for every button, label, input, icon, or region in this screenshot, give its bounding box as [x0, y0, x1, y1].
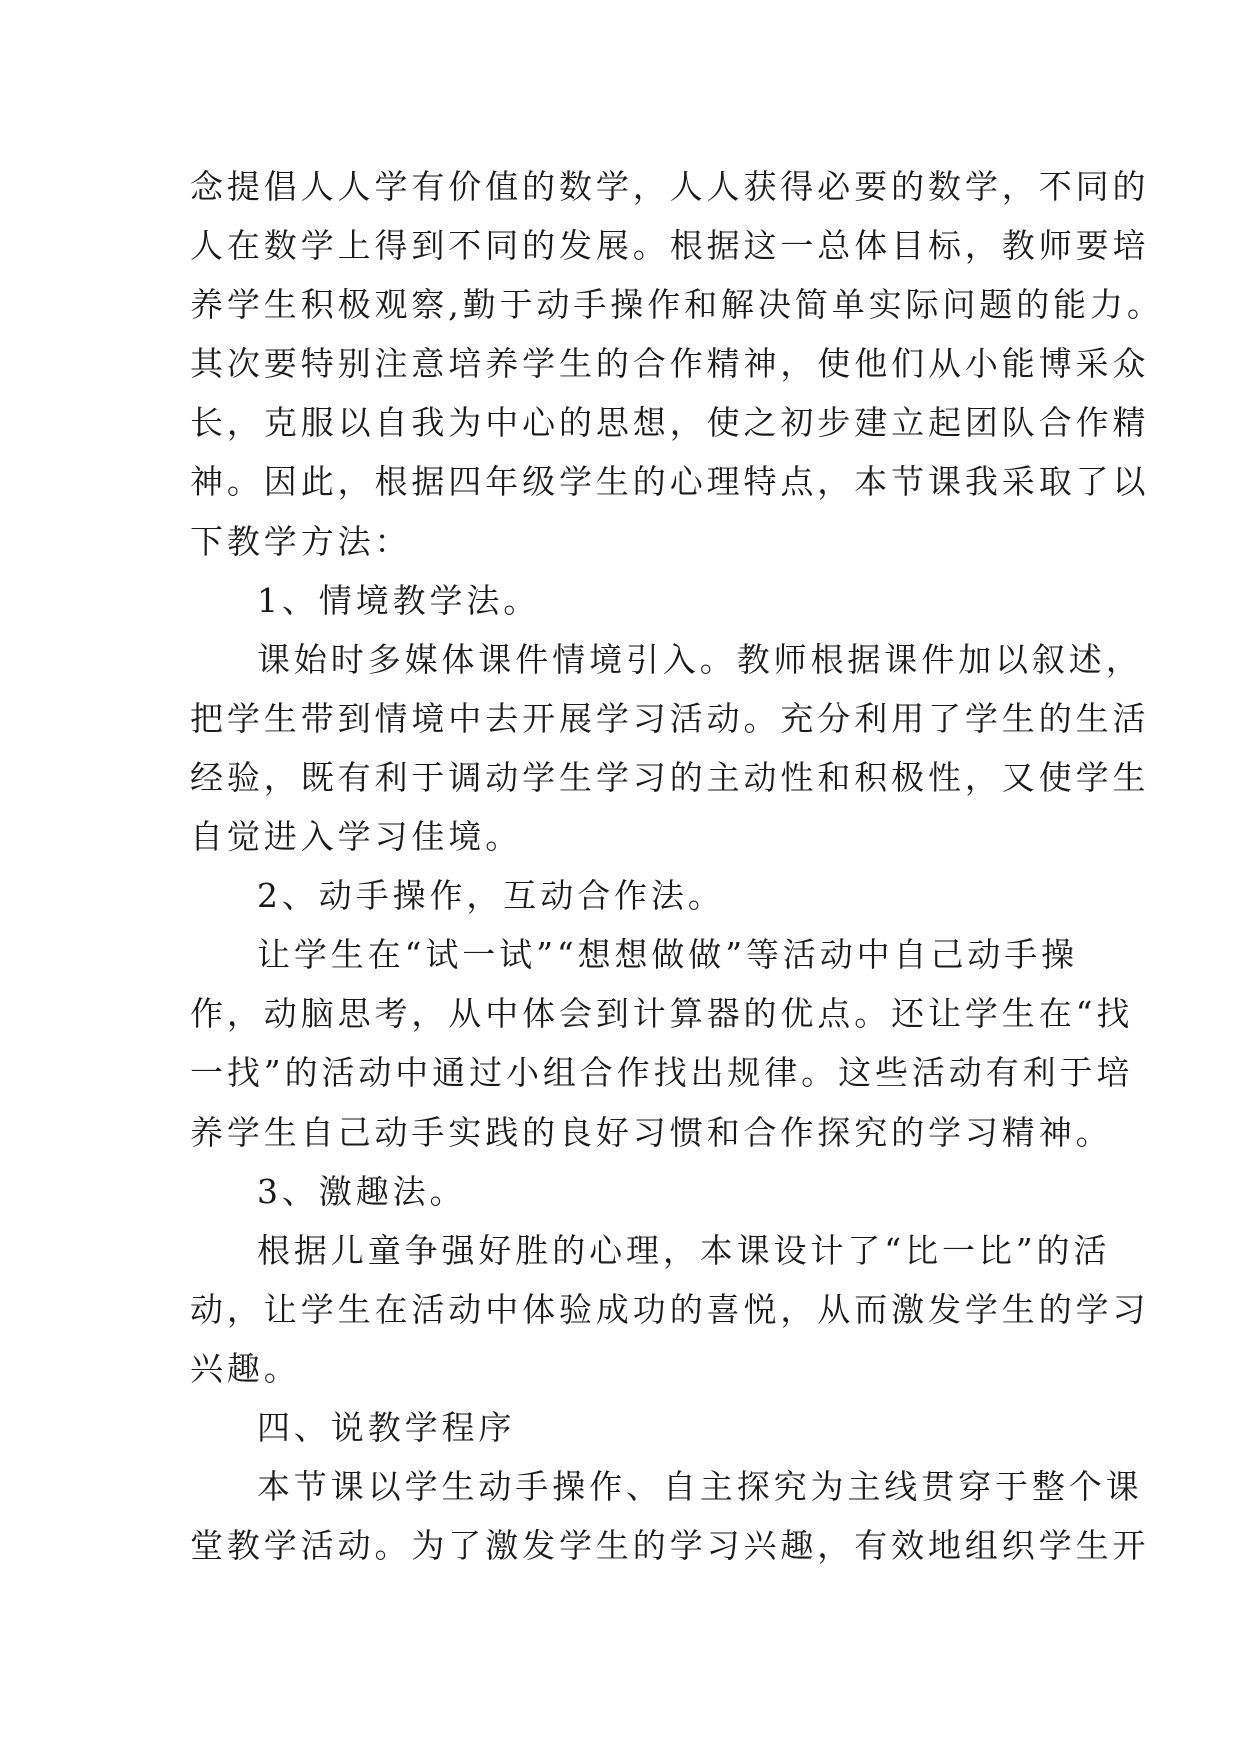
- text-line: 四、说教学程序: [257, 1407, 516, 1447]
- text-line: 一找”的活动中通过小组合作找出规律。这些活动有利于培: [190, 1053, 1134, 1093]
- text-line: 作，动脑思考，从中体会到计算器的优点。还让学生在“找: [190, 994, 1134, 1034]
- text-line: 课始时多媒体课件情境引入。教师根据课件加以叙述，: [257, 639, 1143, 679]
- text-line: 3、激趣法。: [257, 1171, 467, 1211]
- text-line: 人在数学上得到不同的发展。根据这一总体目标，教师要培: [190, 226, 1150, 266]
- text-line: 让学生在“试一试”“想想做做”等活动中自己动手操: [257, 935, 1079, 975]
- text-line: 动，让学生在活动中体验成功的喜悦，从而激发学生的学习: [190, 1289, 1150, 1329]
- text-line: 堂教学活动。为了激发学生的学习兴趣，有效地组织学生开: [190, 1526, 1150, 1566]
- text-line: 养学生积极观察,勤于动手操作和解决简单实际问题的能力。: [190, 285, 1164, 325]
- text-line: 自觉进入学习佳境。: [190, 817, 523, 857]
- text-line: 本节课以学生动手操作、自主探究为主线贯穿于整个课: [257, 1467, 1143, 1507]
- text-line: 1、情境教学法。: [257, 580, 541, 620]
- text-line: 长，克服以自我为中心的思想，使之初步建立起团队合作精: [190, 403, 1150, 443]
- body-text: [190, 157, 1190, 1575]
- text-line: 把学生带到情境中去开展学习活动。充分利用了学生的生活: [190, 698, 1150, 738]
- text-line: 根据儿童争强好胜的心理，本课设计了“比一比”的活: [257, 1230, 1111, 1270]
- text-line: 兴趣。: [190, 1348, 301, 1388]
- text-line: 养学生自己动手实践的良好习惯和合作探究的学习精神。: [190, 1112, 1113, 1152]
- text-line: 神。因此，根据四年级学生的心理特点，本节课我采取了以: [190, 462, 1150, 502]
- text-line: 经验，既有利于调动学生学习的主动性和积极性，又使学生: [190, 757, 1150, 797]
- text-line: 其次要特别注意培养学生的合作精神，使他们从小能博采众: [190, 344, 1150, 384]
- text-line: 念提倡人人学有价值的数学，人人获得必要的数学，不同的: [190, 167, 1150, 206]
- text-line: 2、动手操作，互动合作法。: [257, 876, 725, 916]
- text-line: 下教学方法：: [190, 521, 412, 561]
